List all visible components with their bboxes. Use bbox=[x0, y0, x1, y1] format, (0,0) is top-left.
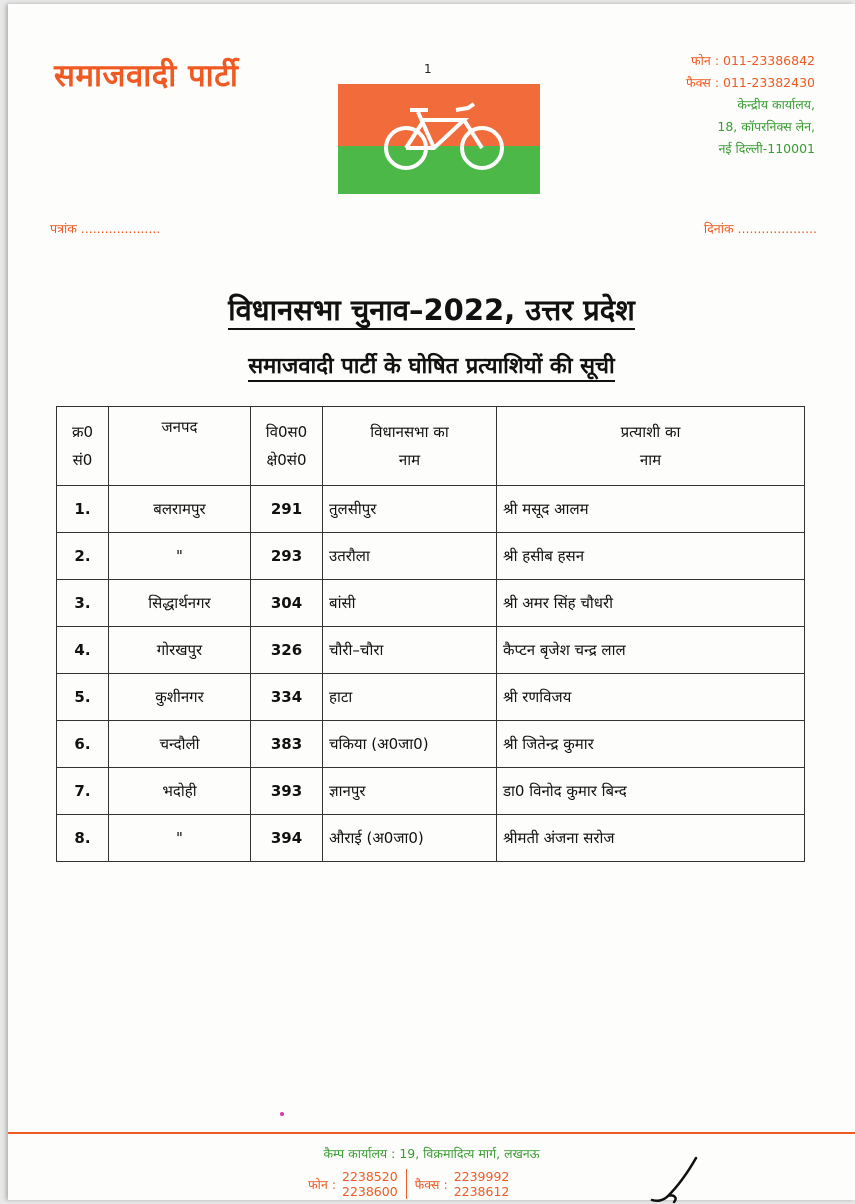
address-line: 18, कॉपरनिक्स लेन, bbox=[717, 119, 815, 134]
footer-phone-1: 2238520 bbox=[342, 1169, 398, 1184]
candidate-name-cell: श्री मसूद आलम bbox=[497, 486, 805, 533]
serial-cell: 5. bbox=[57, 674, 109, 721]
table-row bbox=[57, 486, 805, 533]
header-constituency-number: वि0स0 क्षे0सं0 bbox=[251, 407, 323, 486]
candidate-name-cell: श्री अमर सिंह चौधरी bbox=[497, 580, 805, 627]
document-title-text: विधानसभा चुनाव–2022, उत्तर प्रदेश bbox=[228, 293, 635, 330]
page-number: 1 bbox=[424, 62, 432, 76]
constituency-number-cell: 394 bbox=[251, 815, 323, 862]
candidate-name-cell: श्री रणविजय bbox=[497, 674, 805, 721]
district-cell: भदोही bbox=[109, 768, 251, 815]
table-header-row bbox=[57, 407, 805, 486]
table-row bbox=[57, 815, 805, 862]
constituency-number-cell: 334 bbox=[251, 674, 323, 721]
constituency-number-cell: 291 bbox=[251, 486, 323, 533]
footer-fax-label: फैक्स : bbox=[414, 1176, 448, 1192]
contact-block bbox=[686, 50, 815, 160]
reference-number-field: पत्रांक .................... bbox=[50, 221, 161, 236]
district-cell: सिद्धार्थनगर bbox=[109, 580, 251, 627]
table-row bbox=[57, 768, 805, 815]
candidate-name-cell: डा0 विनोद कुमार बिन्द bbox=[497, 768, 805, 815]
serial-cell: 4. bbox=[57, 627, 109, 674]
footer-phone-2: 2238600 bbox=[342, 1184, 398, 1199]
constituency-name-cell: बांसी bbox=[323, 580, 497, 627]
fax-number: फैक्स : 011-23382430 bbox=[686, 75, 815, 90]
document-subtitle-text: समाजवादी पार्टी के घोषित प्रत्याशियों की सूची bbox=[248, 354, 614, 382]
document-title bbox=[8, 290, 855, 329]
constituency-name-cell: औराई (अ0जा0) bbox=[323, 815, 497, 862]
footer-contact-numbers bbox=[308, 1169, 509, 1199]
constituency-name-cell: चकिया (अ0जा0) bbox=[323, 721, 497, 768]
footer-phone-numbers bbox=[342, 1169, 398, 1199]
district-cell: " bbox=[109, 815, 251, 862]
document-subtitle bbox=[8, 350, 855, 380]
candidate-name-cell: श्री जितेन्द्र कुमार bbox=[497, 721, 805, 768]
serial-cell: 6. bbox=[57, 721, 109, 768]
signature-mark bbox=[648, 1154, 718, 1204]
party-name-heading: समाजवादी पार्टी bbox=[54, 58, 239, 94]
district-cell: चन्दौली bbox=[109, 721, 251, 768]
serial-cell: 7. bbox=[57, 768, 109, 815]
constituency-name-cell: ज्ञानपुर bbox=[323, 768, 497, 815]
constituency-number-cell: 383 bbox=[251, 721, 323, 768]
date-field: दिनांक .................... bbox=[703, 221, 817, 236]
candidate-name-cell: श्री हसीब हसन bbox=[497, 533, 805, 580]
address-line: केन्द्रीय कार्यालय, bbox=[737, 97, 815, 112]
district-cell: कुशीनगर bbox=[109, 674, 251, 721]
table-row bbox=[57, 533, 805, 580]
footer-divider bbox=[8, 1132, 855, 1134]
footer-fax-numbers bbox=[454, 1169, 510, 1199]
district-cell: बलरामपुर bbox=[109, 486, 251, 533]
table-row bbox=[57, 721, 805, 768]
footer-fax-1: 2239992 bbox=[453, 1169, 510, 1184]
serial-cell: 1. bbox=[57, 486, 109, 533]
constituency-number-cell: 393 bbox=[251, 768, 323, 815]
candidate-table bbox=[56, 406, 805, 862]
table-row bbox=[57, 674, 805, 721]
serial-cell: 8. bbox=[57, 815, 109, 862]
serial-cell: 2. bbox=[57, 533, 109, 580]
constituency-number-cell: 304 bbox=[251, 580, 323, 627]
serial-cell: 3. bbox=[57, 580, 109, 627]
footer-separator bbox=[406, 1169, 407, 1199]
candidate-name-cell: कैप्टन बृजेश चन्द्र लाल bbox=[497, 627, 805, 674]
footer-fax-2: 2238612 bbox=[453, 1184, 510, 1199]
ink-dot bbox=[280, 1112, 284, 1116]
letter-page bbox=[8, 4, 855, 1200]
district-cell: गोरखपुर bbox=[109, 627, 251, 674]
constituency-name-cell: चौरी–चौरा bbox=[323, 627, 497, 674]
header-candidate-name: प्रत्याशी का नाम bbox=[497, 407, 805, 486]
constituency-number-cell: 326 bbox=[251, 627, 323, 674]
header-district: जनपद bbox=[109, 407, 251, 486]
footer-phone-label: फोन : bbox=[308, 1176, 336, 1192]
header-serial: क्र0 सं0 bbox=[57, 407, 109, 486]
bicycle-icon bbox=[338, 84, 540, 194]
table-row bbox=[57, 627, 805, 674]
district-cell: " bbox=[109, 533, 251, 580]
table-row bbox=[57, 580, 805, 627]
candidate-name-cell: श्रीमती अंजना सरोज bbox=[497, 815, 805, 862]
constituency-name-cell: हाटा bbox=[323, 674, 497, 721]
camp-office-address: कैम्प कार्यालय : 19, विक्रमादित्य मार्ग, लखनऊ bbox=[323, 1146, 540, 1161]
phone-number: फोन : 011-23386842 bbox=[691, 53, 815, 68]
party-flag-logo bbox=[338, 84, 540, 194]
constituency-name-cell: उतरौला bbox=[323, 533, 497, 580]
constituency-number-cell: 293 bbox=[251, 533, 323, 580]
constituency-name-cell: तुलसीपुर bbox=[323, 486, 497, 533]
header-constituency-name: विधानसभा का नाम bbox=[323, 407, 497, 486]
address-line: नई दिल्ली-110001 bbox=[718, 141, 815, 156]
